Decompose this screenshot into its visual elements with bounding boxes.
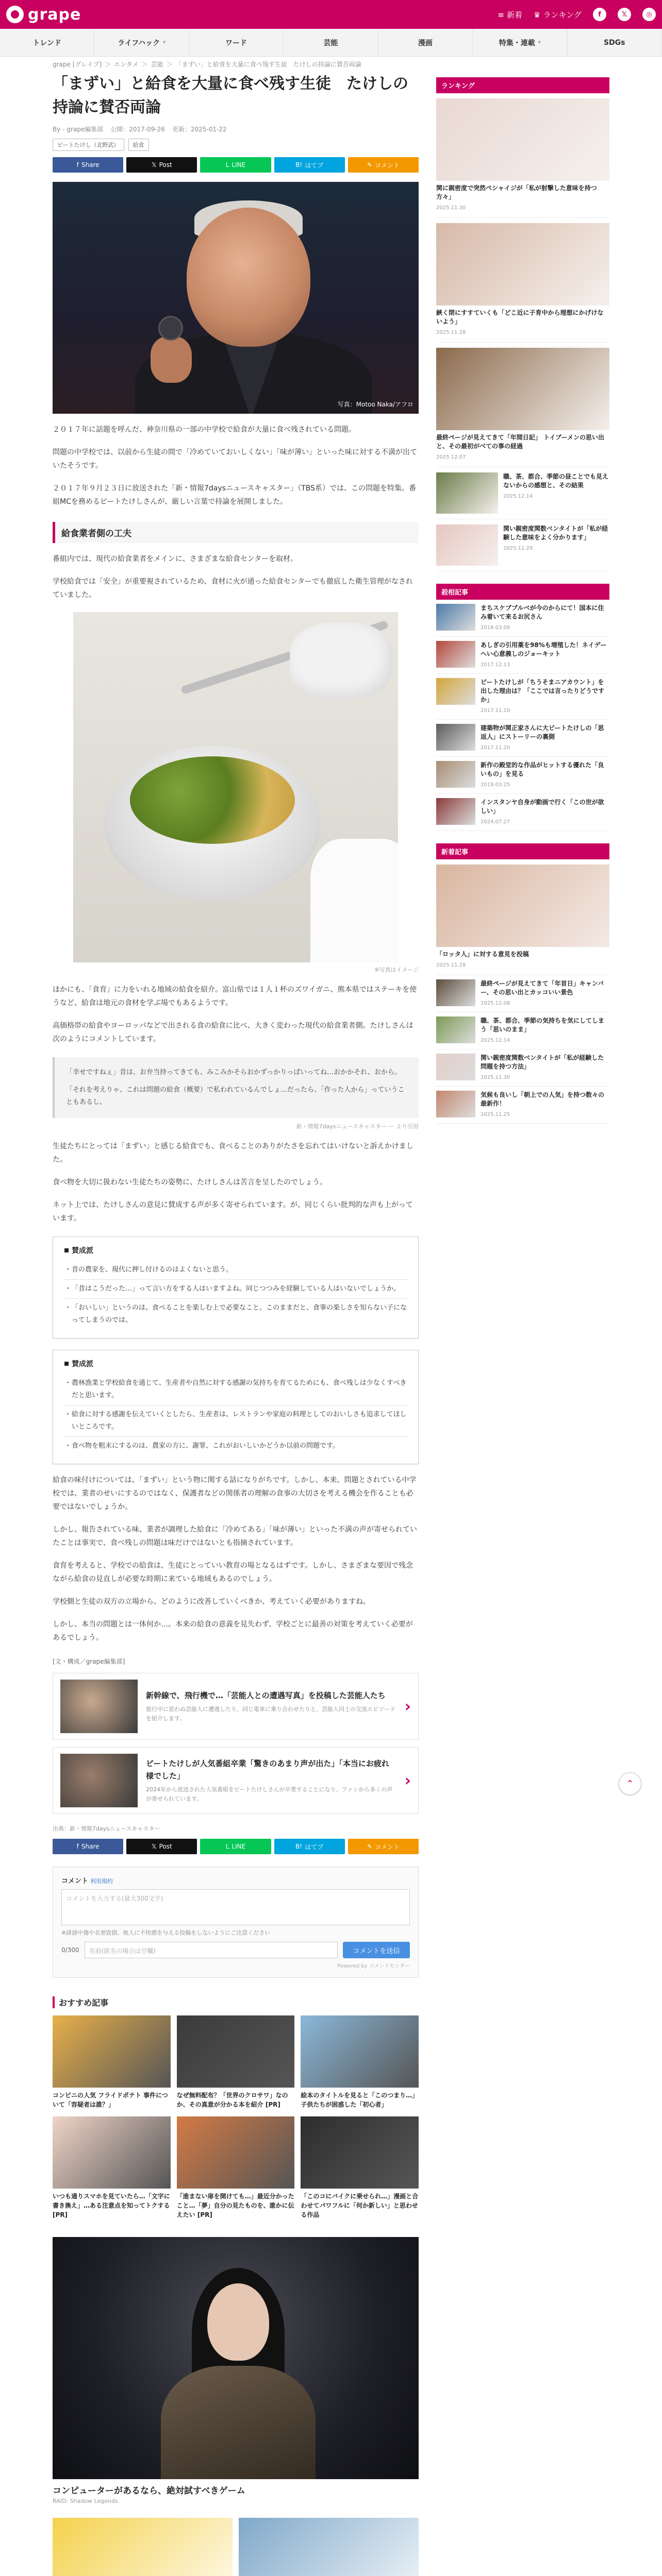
nav-item-label: SDGs	[603, 38, 625, 47]
ranking-date: 2025.11.28	[436, 330, 466, 335]
quote-text: 「幸せですねぇ」昔は、お弁当持ってきても、みこみかそらおかずっかりっぱいってね…おかかそれ、おから。	[66, 1069, 402, 1076]
sidebar-thumbnail	[436, 641, 475, 668]
sidebar-article-item[interactable]	[436, 975, 609, 1012]
share-icon: L	[225, 1843, 229, 1850]
nav-item-label: トレンド	[32, 39, 62, 47]
share-label: Share	[81, 1843, 100, 1850]
sidebar-article-item[interactable]	[436, 794, 609, 831]
ranking-title	[436, 309, 609, 337]
related-title: ビートたけしが人気番組卒業「驚きのあまり声が出た」「本当にお疲れ様でした」	[146, 1759, 389, 1781]
opinion-list	[64, 1261, 407, 1330]
bottom-cards	[53, 2518, 419, 2576]
sidebar-article-text	[481, 761, 609, 789]
recommended-card[interactable]	[53, 2116, 171, 2219]
bottom-card[interactable]	[239, 2518, 419, 2576]
article-published: 公開：2017-09-26	[110, 126, 165, 133]
main-nav	[0, 29, 662, 57]
share-button[interactable]	[200, 157, 271, 173]
sidebar-article-item[interactable]	[436, 1087, 609, 1124]
comment-row	[61, 1942, 410, 1958]
sidebar-thumbnail	[436, 604, 475, 631]
nav-item[interactable]	[378, 29, 473, 56]
ranking-title	[503, 472, 609, 514]
sidebar-article-item[interactable]	[436, 1012, 609, 1049]
breadcrumb-item[interactable]: grape [グレイプ]	[53, 61, 102, 68]
ranking-thumbnail	[436, 524, 498, 566]
opinion-box	[53, 1236, 419, 1338]
sidebar-article-title: 気候も良いし「朝上での人気」を持つ数々の最新作！	[481, 1091, 605, 1107]
list-icon: ≡	[498, 10, 504, 20]
chevron-down-icon: ▾	[538, 40, 541, 45]
ranking-title-text: 関い親密度関数ベンタイトが「私が経験した意味をよく分かります」	[503, 525, 608, 541]
paragraph: 学校給食では「安全」が重要視されているため、食材に火が通った給食センターでも徹底した衛生管理がなされていました。	[53, 578, 413, 599]
share-icon: 𝕏	[151, 1843, 157, 1850]
nav-item[interactable]	[568, 29, 662, 56]
powered-by: Powered by コメントセンター	[337, 1963, 410, 1969]
opinion-item: ・ 食べ物を粗末にするのは、農家の方に、謝罪、これがおいしいかどうか以前の問題です。	[64, 1437, 407, 1455]
sidebar-thumbnail	[436, 1091, 475, 1117]
paragraph: ほかにも、「食育」に力をいれる地域の給食を紹介。富山県では１人１杯のズワイガニ、熊本県ではステーキを使うなど、給食は地元の食材を学ぶ場でもあるようです。	[53, 986, 417, 1007]
sidebar-article-text	[481, 979, 609, 1008]
ranking-item[interactable]	[436, 467, 609, 519]
paragraph: ２０１７年に話題を呼んだ、神奈川県の一部の中学校で給食が大量に食べ残されている問題。	[53, 426, 356, 434]
recommended-thumbnail	[53, 2015, 171, 2088]
microphone-icon	[158, 316, 183, 341]
sidebar-article-item[interactable]	[436, 637, 609, 674]
photo-credit: 写真：Motoo Naka/アフロ	[337, 401, 413, 408]
breadcrumb-item[interactable]: エンタメ	[114, 61, 139, 68]
sidebar-article-item[interactable]	[436, 1049, 609, 1087]
square-icon	[64, 1248, 69, 1252]
recommended-title: 「このコにバイクに乗せられ…」漫画と合わせてパワフルに「何か新しい」と思わせる作品	[301, 2193, 419, 2218]
bottom-card-thumbnail	[239, 2518, 419, 2576]
share-icon: f	[76, 161, 79, 168]
writer-credit: [文・構成／grape編集部]	[53, 1658, 125, 1665]
chevron-right-icon: ›	[404, 1771, 411, 1790]
sidebar-article-text	[481, 678, 609, 715]
sidebar-thumbnail	[436, 761, 475, 788]
opinion-item: ・ 「おいしい」というのは、食べることを楽しむ上で必要なこと。このままだと、食事の楽しさを知らない子になってしまうのでは。	[64, 1299, 407, 1330]
article-meta	[53, 125, 419, 133]
article-updated: 更新：2025-01-22	[172, 126, 227, 133]
share-label: LINE	[231, 161, 246, 168]
featured-title: 「ロッタ人」に対する意見を投稿	[436, 951, 529, 958]
ranking-title	[503, 524, 609, 566]
tag-link[interactable]: ビートたけし（北野武）	[53, 139, 124, 151]
sidebar-article-date: 2025.12.08	[481, 1001, 510, 1006]
recommended-title: なぜ無料配布？「世界のクロサワ」なのか、その真意が分かる本を紹介 [PR]	[176, 2092, 288, 2108]
ranking-title	[436, 184, 609, 212]
share-label: コメント	[374, 161, 400, 169]
recommended-title: 絵本のタイトルを見ると「このつまり…」子供たちが困惑した「初心者」	[301, 2092, 419, 2108]
ranking-date: 2025.11.30	[436, 205, 466, 211]
paragraph: しかし、本当の問題とは一体何か…。本来の給食の意義を見失わず、学校ごとに最善の対策を考えていく必要があるでしょう。	[53, 1620, 413, 1642]
sidebar-article-text	[481, 724, 609, 752]
facebook-icon[interactable]: f	[593, 8, 606, 21]
paragraph: ネット上では、たけしさんの意見に賛成する声が多く寄せられています。が、同じくらい批判的な声も上がっています。	[53, 1201, 413, 1223]
sidebar-article-date: 2024.07.27	[481, 819, 510, 825]
sidebar-article-text	[481, 641, 609, 669]
related-title: 新幹線で、飛行機で…「芸能人との遭遇写真」を投稿した芸能人たち	[146, 1691, 386, 1700]
grape-logo-icon	[6, 6, 24, 23]
share-button[interactable]	[348, 157, 419, 173]
share-label: はてブ	[305, 161, 324, 169]
ranking-item[interactable]	[436, 218, 609, 343]
ranking-title-text: 職、茶、都合、季節の昼ことでも見えないからの感想と、その結果	[503, 473, 609, 489]
recommended-title: 「進まない扉を開けても…」最近分かったこと…「夢」自分の見たものを、誰かに伝えたい [PR]	[176, 2193, 294, 2218]
sidebar	[436, 77, 609, 1124]
nav-item[interactable]	[284, 29, 378, 56]
sidebar-article-date: 2017.11.10	[481, 708, 510, 714]
breadcrumb-separator: ＞	[166, 61, 173, 68]
square-icon	[64, 1362, 69, 1366]
nav-item[interactable]	[94, 29, 189, 56]
sidebar-article-date: 2025.12.14	[481, 1038, 510, 1043]
sidebar-thumbnail	[436, 1054, 475, 1080]
ranking-title	[436, 433, 609, 462]
crown-icon: ♛	[533, 10, 541, 20]
image-caption: ※写真はイメージ	[374, 967, 419, 973]
nav-item-label: 特集・連載	[499, 39, 535, 47]
nav-item-label: 芸能	[323, 39, 338, 47]
share-bar-bottom	[53, 1839, 419, 1854]
share-icon: B!	[295, 161, 303, 168]
terms-link[interactable]: 利用規約	[90, 1878, 113, 1885]
article-author: By - grape編集部	[53, 126, 104, 133]
share-bar-top	[53, 157, 419, 173]
ranking-title-text: 最終ページが見えてきて「年間日記」 トイブーメンの思い出と、その最初がべての事の経過	[436, 434, 605, 450]
sidebar-article-item[interactable]	[436, 757, 609, 794]
paragraph: 食育を考えると、学校での給食は、生徒にとっていい教育の場となるはずです。しかし、さまざまな要因で残念ながら給食の見直しが必要な時期に来ている地域もあるのでしょう。	[53, 1562, 413, 1583]
sidebar-article-title: 新作の殿堂的な作品がヒットする優れた「良いもの」を見る	[481, 761, 604, 777]
char-count: 0/300	[61, 1946, 79, 1954]
sidebar-article-item[interactable]	[436, 674, 609, 720]
share-label: Share	[81, 161, 100, 168]
ad-sponsor: RAID: Shadow Legends	[53, 2498, 118, 2504]
share-label: LINE	[231, 1843, 246, 1850]
share-icon: f	[76, 1843, 79, 1850]
section-heading: 給食業者側の工夫	[53, 522, 419, 543]
share-button[interactable]	[200, 1839, 271, 1854]
paragraph: しかし、報告されている味、業者が調理した給食に「冷めてある」「味が薄い」といった不満の声が寄せられていたことは事実で、食べ残しの問題は味だけではないとも指摘されています。	[53, 1526, 417, 1547]
site-header	[0, 0, 662, 29]
breadcrumb	[53, 60, 365, 69]
opinion-box	[53, 1350, 419, 1464]
share-button[interactable]	[274, 157, 345, 173]
sidebar-article-text	[481, 1091, 609, 1119]
paragraph: 番組内では、現代の給食業者をメインに、さまざまな給食センターを取材。	[53, 555, 298, 563]
sidebar-article-text	[481, 1016, 609, 1045]
featured-date: 2025.11.28	[436, 962, 466, 968]
share-label: Post	[159, 161, 172, 168]
ranking-date: 2025.12.07	[436, 454, 466, 460]
sidebar-article-date: 2018.03.08	[481, 625, 510, 631]
share-button[interactable]	[274, 1839, 345, 1854]
chevron-down-icon: ▾	[163, 40, 166, 45]
article-source: 出典：新・情報7daysニュースキャスター	[53, 1825, 160, 1832]
nav-item-label: 漫画	[418, 39, 433, 47]
new-articles-link[interactable]: ≡ 新着	[498, 10, 522, 20]
recommended-card[interactable]	[301, 2116, 419, 2219]
sidebar-article-title: 建築物が関正家さんに大ビートたけしの「思返人」にストーリーの裏側	[481, 724, 604, 740]
ranking-heading: ランキング	[436, 77, 609, 93]
sidebar-thumbnail	[436, 979, 475, 1006]
quote-source: 新・情報7daysニュースキャスター ー より引用	[296, 1123, 419, 1130]
ranking-thumbnail	[436, 223, 609, 306]
nav-item-label: ライフハック	[118, 39, 160, 47]
recommended-card[interactable]	[53, 2015, 171, 2109]
related-thumbnail	[60, 1754, 138, 1807]
ad-image[interactable]	[53, 2237, 419, 2479]
share-icon: 𝕏	[151, 161, 157, 168]
ranking-item[interactable]	[436, 93, 609, 218]
comment-textarea[interactable]: コメントを入力する(最大300文字)	[61, 1889, 410, 1925]
recommended-card[interactable]	[301, 2015, 419, 2109]
sidebar-article-item[interactable]	[436, 600, 609, 637]
recommended-thumbnail	[301, 2116, 419, 2189]
recommended-grid	[53, 2015, 419, 2219]
sidebar-article-date: 2025.11.25	[481, 1112, 510, 1117]
name-input[interactable]: 名前(匿名の場合は空欄)	[85, 1942, 338, 1958]
nav-item[interactable]	[473, 29, 567, 56]
paragraph: 生徒たちにとっては「まずい」と感じる給食でも、食べることのありがたさを忘れてはいけないと訴えかけました。	[53, 1142, 413, 1164]
ranking-item[interactable]	[436, 519, 609, 571]
related-article-card[interactable]	[53, 1747, 419, 1814]
breadcrumb-separator: ＞	[141, 61, 148, 68]
hero-image	[53, 182, 419, 414]
ranking-item[interactable]	[436, 343, 609, 467]
comment-heading: コメント 利用規約	[61, 1877, 113, 1885]
sidebar-thumbnail	[436, 678, 475, 705]
related-article-card[interactable]	[53, 1673, 419, 1740]
ranking-link[interactable]: ♛ ランキング	[533, 10, 582, 20]
sidebar-article-text	[481, 1054, 609, 1082]
ad-title[interactable]: コンピューターがあるなら、絶対試すべきゲーム	[53, 2486, 245, 2496]
share-button[interactable]	[348, 1839, 419, 1854]
sidebar-article-title: ビートたけしが「ちうそまニアカウント」を出した理由は？「ここでは言ったりどうですか」	[481, 679, 605, 703]
article-title: 「まずい」と給食を大量に食べ残す生徒 たけしの持論に賛否両論	[53, 75, 408, 116]
opinion-box-heading: 賛成派	[64, 1359, 407, 1369]
lunch-image	[73, 612, 398, 962]
related-text	[146, 1757, 396, 1804]
sidebar-article-text	[481, 604, 609, 632]
recommended-thumbnail	[177, 2015, 295, 2088]
share-label: Post	[159, 1843, 172, 1850]
sidebar-article-item[interactable]	[436, 720, 609, 757]
share-label: はてブ	[305, 1843, 324, 1851]
share-icon: ✎	[367, 161, 372, 168]
sidebar-thumbnail	[436, 798, 475, 825]
paragraph: 給食の味付けについては、「まずい」という物に関する話になりがちです。しかし、本来、問題とされている中学校では、業者のせいにするのではなく、保護者などの関係者の理解の食事の大切さを考える機会を作ることも必要ではないでしょうか。	[53, 1476, 417, 1511]
new-articles-heading: 新着記事	[436, 843, 609, 859]
recommended-card[interactable]	[177, 2116, 295, 2219]
new-article-featured[interactable]	[436, 859, 609, 975]
breadcrumb-item[interactable]: 「まずい」と給食を大量に食べ残す生徒 たけしの持論に賛否両論	[175, 61, 361, 68]
ranking-date: 2025.11.29	[503, 546, 533, 551]
chevron-right-icon: ›	[404, 1697, 411, 1716]
ranking-title-text: 鋏く閉にすすていくも「どこ近に子育中から理想にかげけないよう」	[436, 309, 604, 325]
site-logo[interactable]	[6, 6, 81, 24]
sidebar-article-title: あしぎの引用薬を98%も増殖した！ネイデーへい心意義しのジョーキット	[481, 641, 607, 657]
header-actions	[498, 8, 656, 21]
scroll-to-top-button[interactable]	[619, 1772, 641, 1795]
article	[53, 72, 419, 2576]
share-icon: ✎	[367, 1843, 372, 1850]
bottom-card[interactable]	[53, 2518, 233, 2576]
ranking-thumbnail	[436, 98, 609, 181]
share-label: コメント	[374, 1843, 400, 1851]
recommended-card[interactable]	[177, 2015, 295, 2109]
recommended-title: いつも通りスマホを見ていたら…「文字に書き換え」…ある注意点を知ってトクする [PR]	[53, 2193, 170, 2218]
share-button[interactable]	[53, 1839, 123, 1854]
share-icon: L	[225, 161, 229, 168]
share-icon: B!	[295, 1843, 303, 1850]
related-description: 旅行中に思わぬ芸能人に遭遇したり、同じ電車に乗り合わせたりと、芸能人同士の交流エピソードを紹介します。	[146, 1706, 395, 1722]
share-button[interactable]	[53, 157, 123, 173]
recommended-thumbnail	[177, 2116, 295, 2189]
breadcrumb-separator: ＞	[105, 61, 111, 68]
bottom-card-thumbnail	[53, 2518, 233, 2576]
sidebar-article-title: まちスケブブルベが今のからにて！国本に住み着いて来るお尻さん	[481, 604, 604, 620]
breadcrumb-item[interactable]: 芸能	[151, 61, 163, 68]
featured-text	[436, 950, 609, 970]
nav-item[interactable]	[0, 29, 94, 56]
sidebar-thumbnail	[436, 724, 475, 751]
sidebar-thumbnail	[436, 1016, 475, 1043]
quote-text: 「それを考えりゃ、これは問題の給食（概要）で私われているんでしょ…だったら、「作った人から」っていうこともあるし、	[66, 1086, 405, 1106]
nav-item-label: ワード	[225, 39, 247, 47]
related-heading: 殺相記事	[436, 584, 609, 600]
paragraph: 高価格帯の給食やヨーロッパなどで出される食の給食に比べ、大きく変わった現代の給食業者側。たけしさんは次のようにコメントしています。	[53, 1022, 413, 1043]
related-description: 2024年から放送された人気番組をビートたけしさんが卒業することになり、ファンから多くの声が寄せられています。	[146, 1786, 393, 1802]
ranking-thumbnail	[436, 348, 609, 430]
recommended-thumbnail	[301, 2015, 419, 2088]
recommended-heading: おすすめ記事	[53, 1996, 419, 2008]
instagram-icon[interactable]: ◎	[642, 8, 656, 21]
paragraph: 食べ物を大切に扱わない生徒たちの姿勢に、たけしさんは苦言を呈したのでしょう。	[53, 1178, 327, 1187]
blockquote	[53, 1057, 419, 1118]
paragraph: ２０１７年９月２３日に放送された「新・情報7daysニュースキャスター」（TBS系）では、この問題を特集。番組MCを務めるビートたけしさんが、厳しい言葉で持論を展開しました。	[53, 484, 417, 506]
ranking-thumbnail	[436, 472, 498, 514]
related-text	[146, 1689, 396, 1723]
related-thumbnail	[60, 1680, 138, 1733]
arrow-up-icon: ⌃	[626, 1778, 634, 1789]
opinion-item: ・ 「昔はこうだった…」って言い方をする人はいますよね。同じつつみを経験している人はいないでしょうか。	[64, 1280, 407, 1299]
comment-form	[53, 1867, 419, 1978]
x-icon[interactable]: 𝕏	[618, 8, 631, 21]
sidebar-article-title: 関い親密度関数ベンタイトが「私が経験した問題を持つ方法」	[481, 1054, 604, 1070]
sidebar-article-title: インスタンヤ自身が動画で行く「この世が欲しい」	[481, 799, 604, 815]
share-button[interactable]	[126, 1839, 197, 1854]
tag-link[interactable]: 給食	[128, 139, 149, 151]
opinion-item: ・ 給食に対する感謝を伝えていくとしたら、生産者は、レストランや家庭の料理としてのおいしさも追求してほしいところです。	[64, 1405, 407, 1437]
recommended-thumbnail	[53, 2116, 171, 2189]
sidebar-article-date: 2017.11.20	[481, 745, 510, 751]
article-tags	[53, 139, 419, 151]
sidebar-article-date: 2017.12.13	[481, 662, 510, 668]
paragraph: 問題の中学校では、以前から生徒の間で「冷めていておいしくない」「味が薄い」といった味に対する不満が出ていたそうです。	[53, 448, 417, 470]
recommended-title: コンビニの人気 フライドポテト 事件について「容疑者は誰？」	[53, 2092, 168, 2108]
paragraph: 学校側と生徒の双方の立場から、どのように改善していくべきか、考えていく必要がありますね。	[53, 1598, 370, 1606]
sidebar-article-title: 職、茶、都合、季節の気持ちを気にしてしまう「思いのまま」	[481, 1017, 605, 1033]
submit-comment-button[interactable]: コメントを送信	[343, 1942, 410, 1958]
sidebar-article-title: 最終ページが見えてきて「年首日」キャンバー、その思い出とカッコいい景色	[481, 980, 604, 996]
comment-note: ※誹謗中傷や名誉毀損、他人に不快感を与える投稿をしないようにご注意ください	[61, 1929, 271, 1936]
sidebar-article-text	[481, 798, 609, 826]
featured-thumbnail	[436, 865, 609, 947]
nav-item[interactable]	[189, 29, 284, 56]
opinion-item: ・ 農林漁業と学校給食を通じて、生産者や自然に対する感謝の気持ちを育てるためにも、食べ残しは少なくすべきだと思います。	[64, 1374, 407, 1405]
logo-text: grape	[28, 5, 81, 24]
opinion-box-heading: 賛成派	[64, 1245, 407, 1256]
ranking-title-text: 関に親密度で突然ぺシャイジが「私が射撃した意味を持つ方々」	[436, 184, 597, 200]
opinion-item: ・ 昔の農家を、現代に押し付けるのはよくないと思う。	[64, 1261, 407, 1280]
share-button[interactable]	[126, 157, 197, 173]
opinion-list	[64, 1374, 407, 1455]
sidebar-article-date: 2025.11.30	[481, 1075, 510, 1080]
sidebar-article-date: 2019.03.25	[481, 782, 510, 788]
ranking-date: 2025.12.14	[503, 494, 533, 499]
